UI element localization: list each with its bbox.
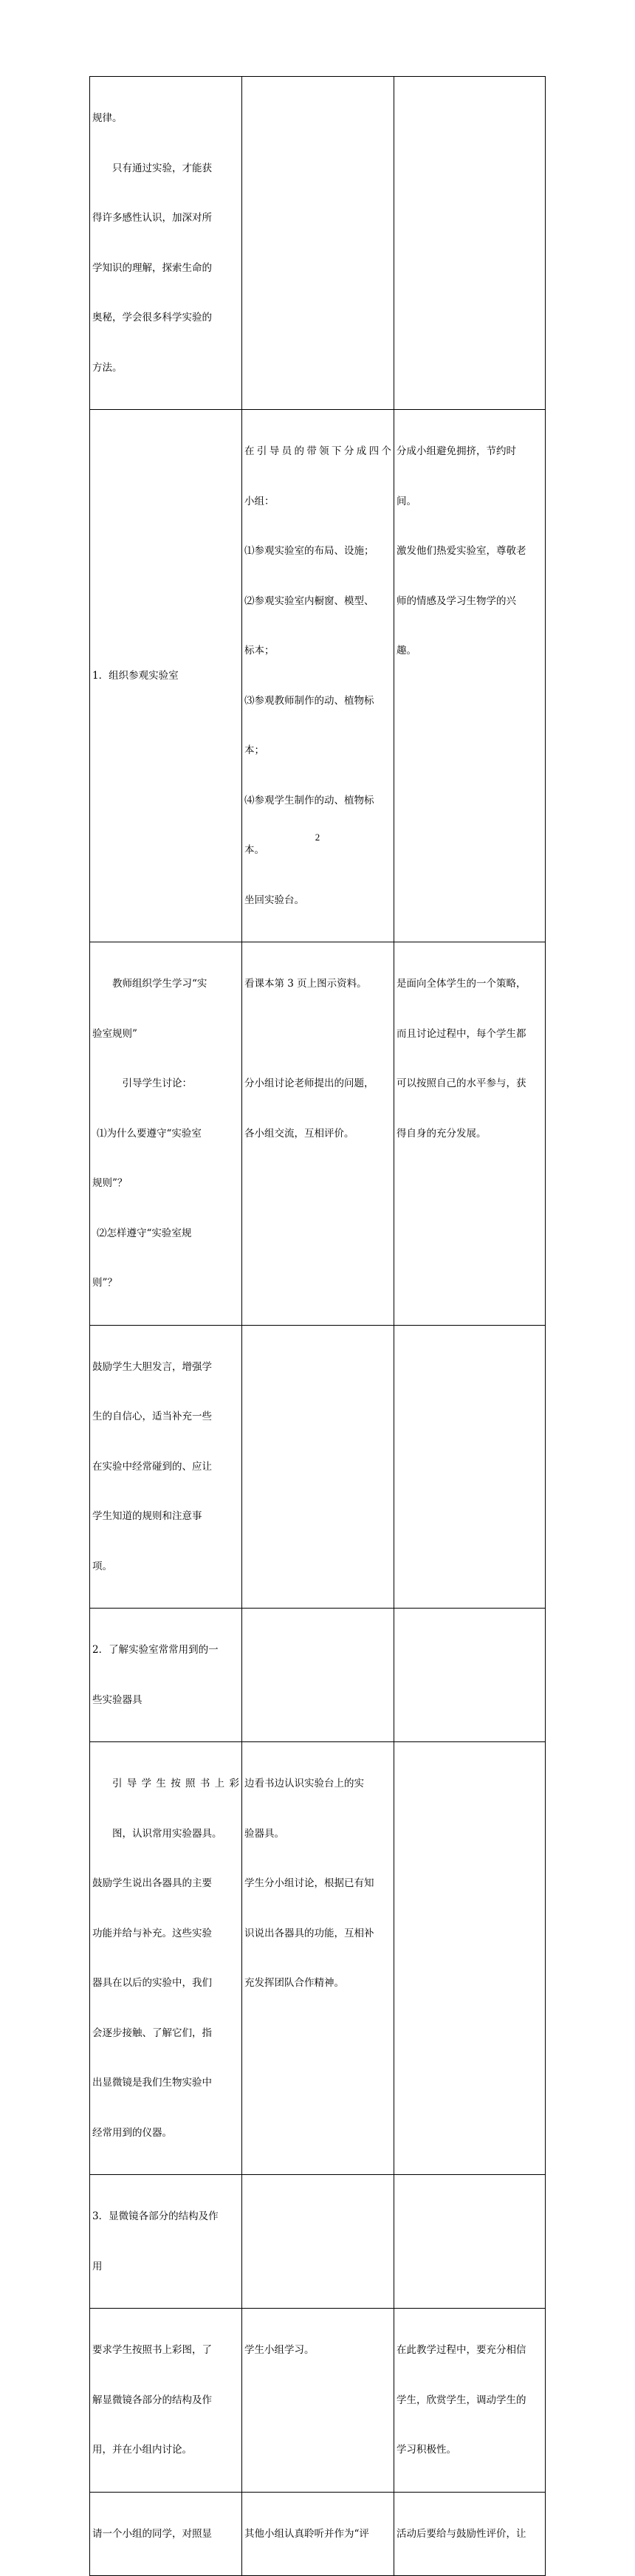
cell-line: 标本； bbox=[244, 645, 275, 657]
teacher-activity-cell bbox=[90, 1742, 242, 2175]
design-intent-cell bbox=[394, 77, 546, 410]
student-activity-cell bbox=[242, 1742, 394, 2175]
page-number: 2 bbox=[315, 832, 320, 843]
cell-line: 激发他们热爱实验室，尊敬老 bbox=[397, 545, 526, 557]
cell-line: 用，并在小组内讨论。 bbox=[92, 2444, 192, 2456]
design-intent-cell bbox=[394, 1609, 546, 1742]
cell-line: 规律。 bbox=[92, 112, 123, 124]
cell-line: 2．了解实验室常常用到的一 bbox=[92, 1644, 219, 1656]
table-row bbox=[90, 1325, 546, 1609]
cell-line: 学知识的理解，探索生命的 bbox=[92, 261, 212, 274]
cell-line: 在此教学过程中，要充分相信 bbox=[397, 2344, 526, 2356]
cell-line: 是面向全体学生的一个策略， bbox=[397, 978, 526, 990]
cell-line: ⑶参观教师制作的动、植物标 bbox=[244, 694, 374, 707]
design-intent-cell bbox=[394, 2309, 546, 2493]
cell-line: 教师组织学生学习“实 bbox=[112, 978, 207, 990]
cell-line: 得许多感性认识，加深对所 bbox=[92, 212, 212, 224]
table-row bbox=[90, 1609, 546, 1742]
student-activity-cell bbox=[242, 2492, 394, 2576]
teacher-activity-cell bbox=[90, 1609, 242, 1742]
cell-line: 本； bbox=[244, 744, 264, 756]
cell-line: 器具在以后的实验中，我们 bbox=[92, 1977, 212, 1989]
table-row bbox=[90, 1742, 546, 2175]
cell-line: 可以按照自己的水平参与，获 bbox=[397, 1078, 526, 1089]
cell-line: 3．显微镜各部分的结构及作 bbox=[92, 2210, 219, 2222]
cell-line: ⑵参观实验室内橱窗、模型、 bbox=[244, 595, 374, 607]
cell-line: 图，认识常用实验器具。 bbox=[112, 1827, 222, 1840]
teacher-activity-cell bbox=[90, 942, 242, 1326]
cell-line: 要求学生按照书上彩图，了 bbox=[92, 2344, 212, 2356]
teacher-activity-cell bbox=[90, 1325, 242, 1609]
design-intent-cell bbox=[394, 942, 546, 1326]
cell-line: 学生，欣赏学生，调动学生的 bbox=[397, 2394, 526, 2406]
cell-line: 学生知道的规则和注意事 bbox=[92, 1510, 202, 1522]
cell-line: 验室规则” bbox=[92, 1027, 137, 1040]
cell-line: ⑷参观学生制作的动、植物标 bbox=[244, 794, 374, 806]
cell-line: 请一个小组的同学，对照显 bbox=[92, 2527, 212, 2540]
cell-line: 1．组织参观实验室 bbox=[92, 669, 179, 682]
design-intent-cell bbox=[394, 2492, 546, 2576]
cell-line: 鼓励学生大胆发言，增强学 bbox=[92, 1360, 212, 1373]
student-activity-cell bbox=[242, 2175, 394, 2309]
student-activity-cell bbox=[242, 1325, 394, 1609]
table-row bbox=[90, 942, 546, 1326]
teacher-activity-cell bbox=[90, 2309, 242, 2493]
cell-line: 其他小组认真聆听并作为“评 bbox=[244, 2527, 369, 2540]
cell-line: 则”？ bbox=[92, 1277, 117, 1289]
cell-line: 趣。 bbox=[397, 645, 416, 657]
cell-line: 在引导员的带领下分成四个 bbox=[244, 445, 391, 457]
cell-line: 分成小组避免拥挤，节约时 bbox=[397, 445, 516, 457]
cell-line: ⑴为什么要遵守“实验室 bbox=[97, 1127, 202, 1140]
cell-line: 间。 bbox=[397, 495, 416, 507]
cell-line: 本。 bbox=[244, 844, 264, 856]
cell-line: 分小组讨论老师提出的问题， bbox=[244, 1078, 374, 1089]
student-activity-cell bbox=[242, 1609, 394, 1742]
table-row bbox=[90, 2175, 546, 2309]
cell-line bbox=[244, 1026, 391, 1043]
cell-line: 只有通过实验，才能获 bbox=[112, 162, 212, 174]
student-activity-cell bbox=[242, 942, 394, 1326]
cell-line: 经常用到的仪器。 bbox=[92, 2126, 172, 2139]
design-intent-cell bbox=[394, 2175, 546, 2309]
cell-line: 会逐步接触、了解它们，指 bbox=[92, 2027, 212, 2039]
cell-line: 出显微镜是我们生物实验中 bbox=[92, 2077, 212, 2089]
cell-line: 方法。 bbox=[92, 361, 123, 374]
cell-line: 识说出各器具的功能，互相补 bbox=[244, 1927, 374, 1939]
design-intent-cell bbox=[394, 1742, 546, 2175]
cell-line: 引导学生讨论： bbox=[122, 1078, 192, 1089]
cell-line: 在实验中经常碰到的、应让 bbox=[92, 1460, 212, 1473]
cell-line: 学生分小组讨论，根据已有知 bbox=[244, 1877, 374, 1889]
cell-line: 坐回实验台。 bbox=[244, 894, 304, 906]
cell-line: 而且讨论过程中，每个学生都 bbox=[397, 1027, 526, 1040]
cell-line: 功能并给与补充。这些实验 bbox=[92, 1927, 212, 1939]
cell-line: 学生小组学习。 bbox=[244, 2344, 315, 2356]
cell-line: 些实验器具 bbox=[92, 1693, 143, 1706]
student-activity-cell bbox=[242, 2309, 394, 2493]
student-activity-cell bbox=[242, 410, 394, 942]
cell-line: 活动后要给与鼓励性评价，让 bbox=[397, 2527, 526, 2540]
table-row bbox=[90, 410, 546, 942]
cell-line: 规则”？ bbox=[92, 1177, 128, 1189]
cell-line: 验器具。 bbox=[244, 1827, 284, 1840]
cell-line: 师的情感及学习生物学的兴 bbox=[397, 595, 516, 607]
teacher-activity-cell bbox=[90, 410, 242, 942]
student-activity-cell bbox=[242, 77, 394, 410]
design-intent-cell bbox=[394, 410, 546, 942]
cell-line: 边看书边认识实验台上的实 bbox=[244, 1778, 364, 1789]
table-row bbox=[90, 2492, 546, 2576]
teacher-activity-cell bbox=[90, 2492, 242, 2576]
cell-line: 鼓励学生说出各器具的主要 bbox=[92, 1877, 212, 1889]
design-intent-cell bbox=[394, 1325, 546, 1609]
teacher-activity-cell bbox=[90, 77, 242, 410]
cell-line: 生的自信心，适当补充一些 bbox=[92, 1411, 212, 1422]
table-row bbox=[90, 2309, 546, 2493]
cell-line: 学习积极性。 bbox=[397, 2444, 456, 2456]
cell-line: 用 bbox=[92, 2260, 103, 2272]
cell-line: 小组： bbox=[244, 495, 275, 507]
cell-line: 奥秘，学会很多科学实验的 bbox=[92, 312, 212, 323]
cell-line: 看课本第 3 页上图示资料。 bbox=[244, 978, 367, 990]
cell-line: 充发挥团队合作精神。 bbox=[244, 1977, 344, 1989]
cell-line: 解显微镜各部分的结构及作 bbox=[92, 2394, 212, 2406]
cell-line: 得自身的充分发展。 bbox=[397, 1127, 487, 1140]
cell-line: ⑴参观实验室的布局、设施； bbox=[244, 545, 374, 557]
lesson-plan-table bbox=[89, 76, 546, 2576]
teacher-activity-cell bbox=[90, 2175, 242, 2309]
table-row bbox=[90, 77, 546, 410]
cell-line: ⑵怎样遵守“实验室规 bbox=[97, 1227, 192, 1239]
cell-line: 引导学生按照书上彩 bbox=[112, 1778, 239, 1789]
cell-line: 各小组交流，互相评价。 bbox=[244, 1127, 354, 1140]
cell-line: 项。 bbox=[92, 1560, 112, 1572]
